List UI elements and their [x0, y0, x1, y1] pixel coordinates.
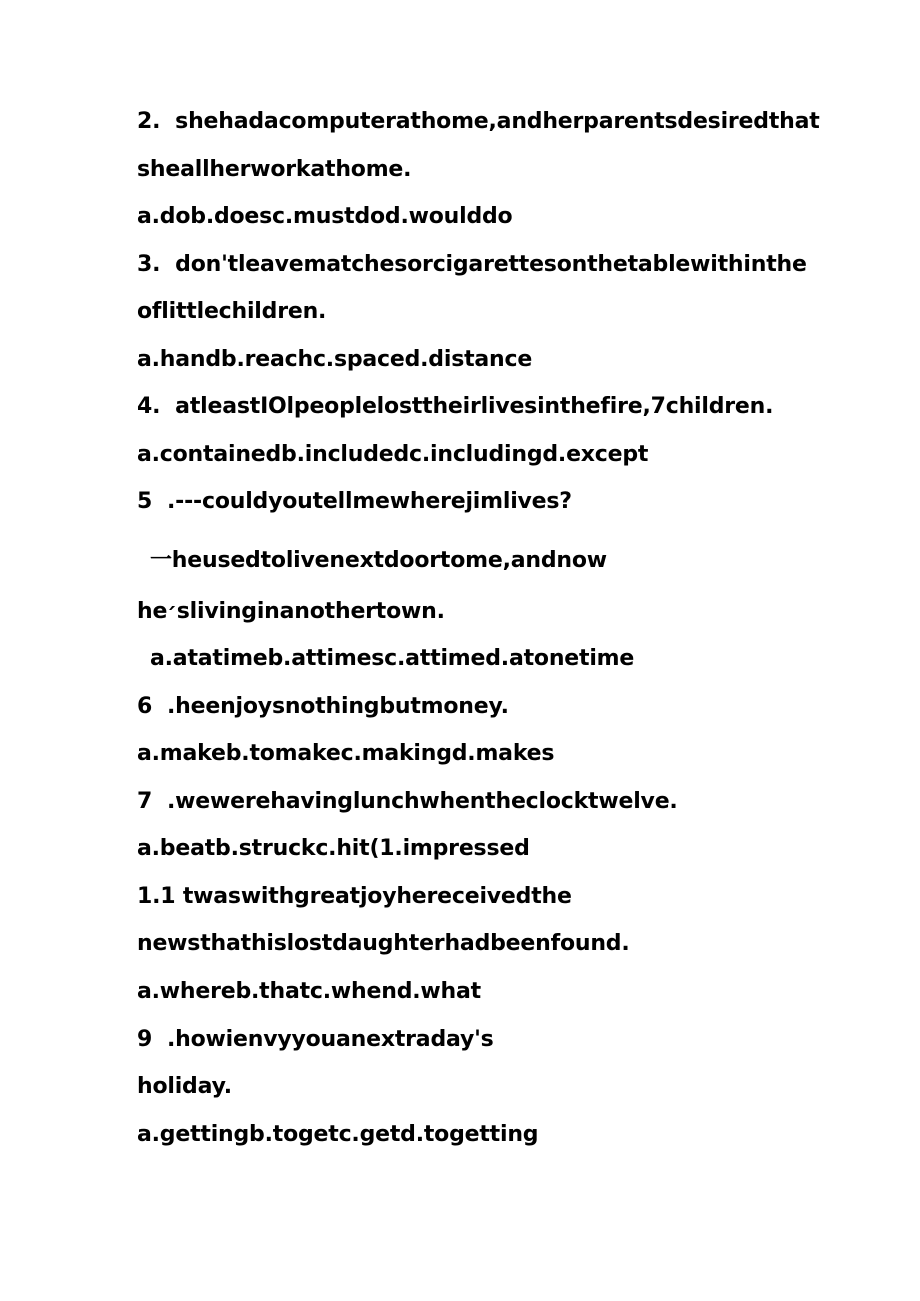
question-6-stem: 6 .heenjoysnothingbutmoney. [137, 694, 509, 719]
question-5-reply: 一heusedtolivenextdoortome,andnow [150, 548, 607, 573]
question-4-options: a.containedb.includedc.includingd.except [137, 442, 649, 467]
question-6-options: a.makeb.tomakec.makingd.makes [137, 741, 555, 766]
question-3-stem: 3. don'tleavematchesorcigarettesonthetablewithinthe [137, 252, 807, 277]
question-8-options: a.whereb.thatc.whend.what [137, 979, 481, 1004]
question-2-stem-cont: sheallherworkathome. [137, 157, 412, 182]
question-9-stem-cont: holiday. [137, 1074, 232, 1099]
question-9-options: a.gettingb.togetc.getd.togetting [137, 1122, 539, 1147]
question-7-options: a.beatb.struckc.hit(1.impressed [137, 836, 530, 861]
question-8-stem-cont: newsthathislostdaughterhadbeenfound. [137, 931, 630, 956]
question-3-options: a.handb.reachc.spaced.distance [137, 347, 533, 372]
question-5-options: a.atatimeb.attimesc.attimed.atonetime [150, 646, 635, 671]
question-4-stem: 4. atleastIOlpeoplelosttheirlivesinthefire,7children. [137, 394, 774, 419]
question-9-stem: 9 .howienvyyouanextraday's [137, 1027, 494, 1052]
question-3-stem-cont: oflittlechildren. [137, 299, 327, 324]
question-5-reply-cont: he׳slivinginanothertown. [137, 599, 445, 624]
question-8-stem: 1.1 twaswithgreatjoyhereceivedthe [137, 884, 572, 909]
question-7-stem: 7 .wewerehavinglunchwhentheclocktwelve. [137, 789, 678, 814]
question-5-stem: 5 .---couldyoutellmewherejimlives? [137, 489, 572, 514]
question-2-options: a.dob.doesc.mustdod.woulddo [137, 204, 513, 229]
question-2-stem: 2. shehadacomputerathome,andherparentsdesiredthat [137, 109, 820, 134]
